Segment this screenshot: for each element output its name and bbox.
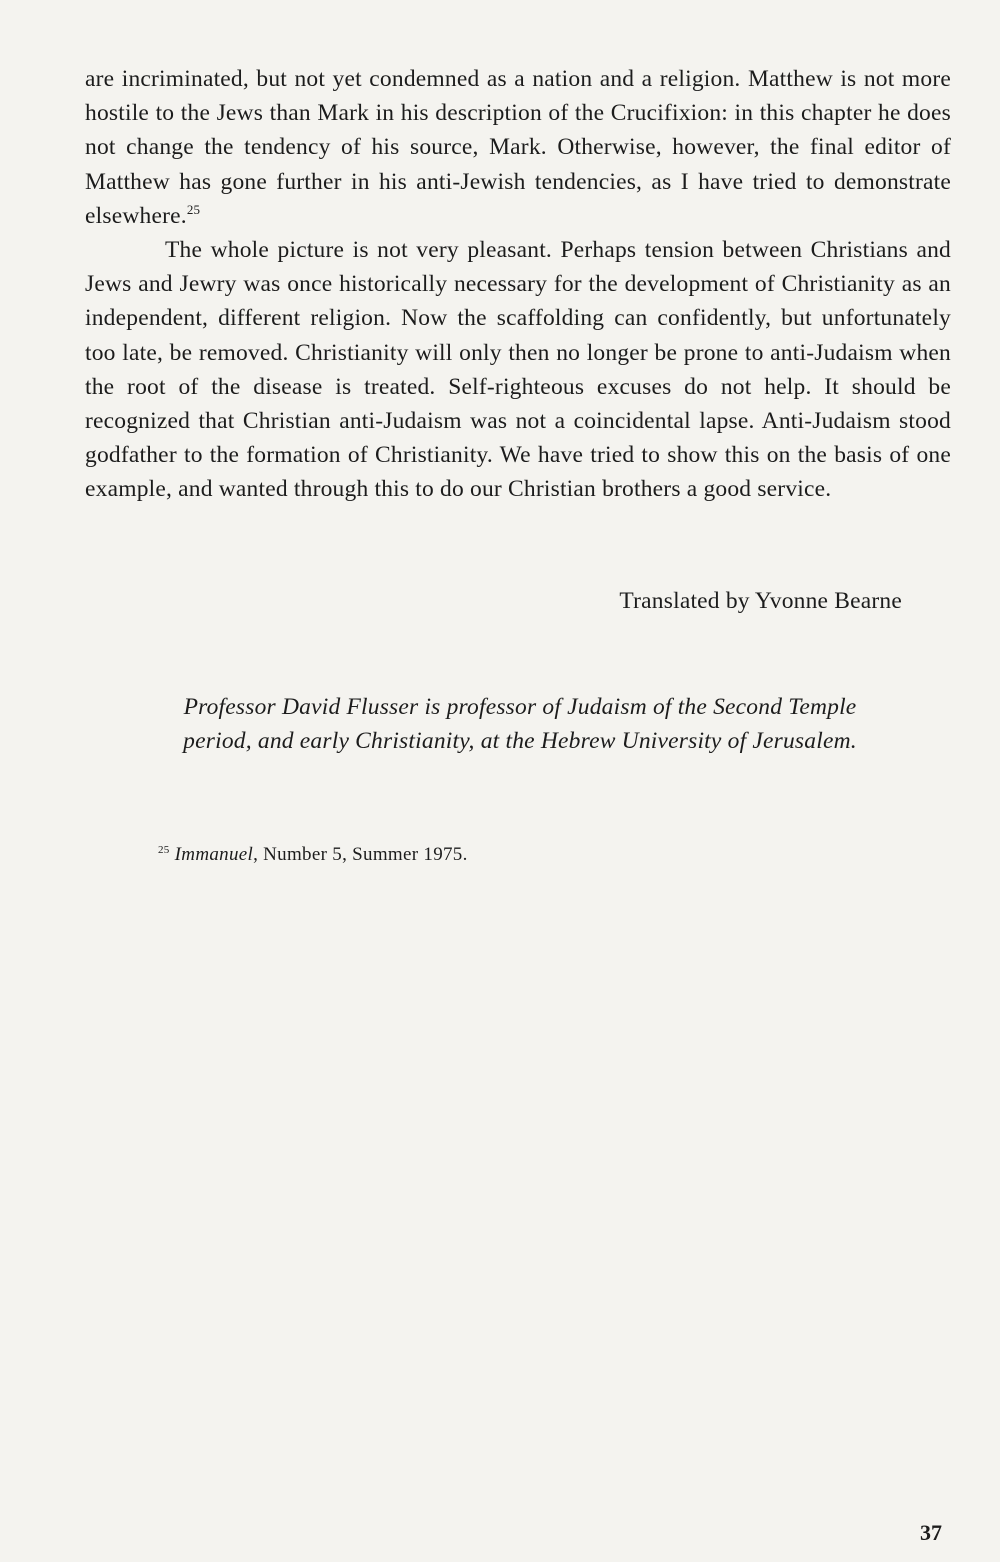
author-bio-line-1: Professor David Flusser is professor of Judaism of the Second Temple: [183, 694, 857, 720]
page-number: 37: [920, 1520, 942, 1545]
paragraph-2-text: The whole picture is not very pleasant. Perhaps tension between Christians and Jews and Jewry was once historically necessary for the development of Christianity as an independent, different religion. Now the scaffolding can confidently, but unfortunately too late, be removed. Christianity will only then no longer be prone to anti-Judaism when the root of the disease is treated. Self-righteous excuses do not help. It should be recognized that Christian anti-Judaism was not a coincidental lapse. Anti-Judaism stood godfather to the formation of Christianity. We have tried to show this on the basis of one example, and wanted through this to do our Christian brothers a good service.: [85, 237, 951, 503]
footnote: [158, 844, 468, 866]
footnote-details: , Number 5, Summer 1975.: [253, 844, 468, 865]
paragraph-1-text: are incriminated, but not yet condemned as a nation and a religion. Matthew is not more hostile to the Jews than Mark in his description of the Crucifixion: in this chapter he does not change the tendency of his source, Mark. Otherwise, however, the final editor of Matthew has gone further in his anti-Jewish tendencies, as I have tried to demonstrate elsewhere.: [85, 66, 951, 229]
footnote-number: 25: [158, 844, 170, 856]
translator-credit: Translated by Yvonne Bearne: [619, 588, 902, 614]
paragraph-1: [85, 62, 951, 233]
author-bio: [90, 690, 950, 758]
author-bio-line-2: period, and early Christianity, at the Hebrew University of Jerusalem.: [183, 728, 857, 754]
article-body: [85, 62, 951, 507]
footnote-reference: 25: [186, 201, 201, 217]
paragraph-2: [85, 233, 951, 507]
footnote-source: Immanuel: [174, 844, 254, 865]
